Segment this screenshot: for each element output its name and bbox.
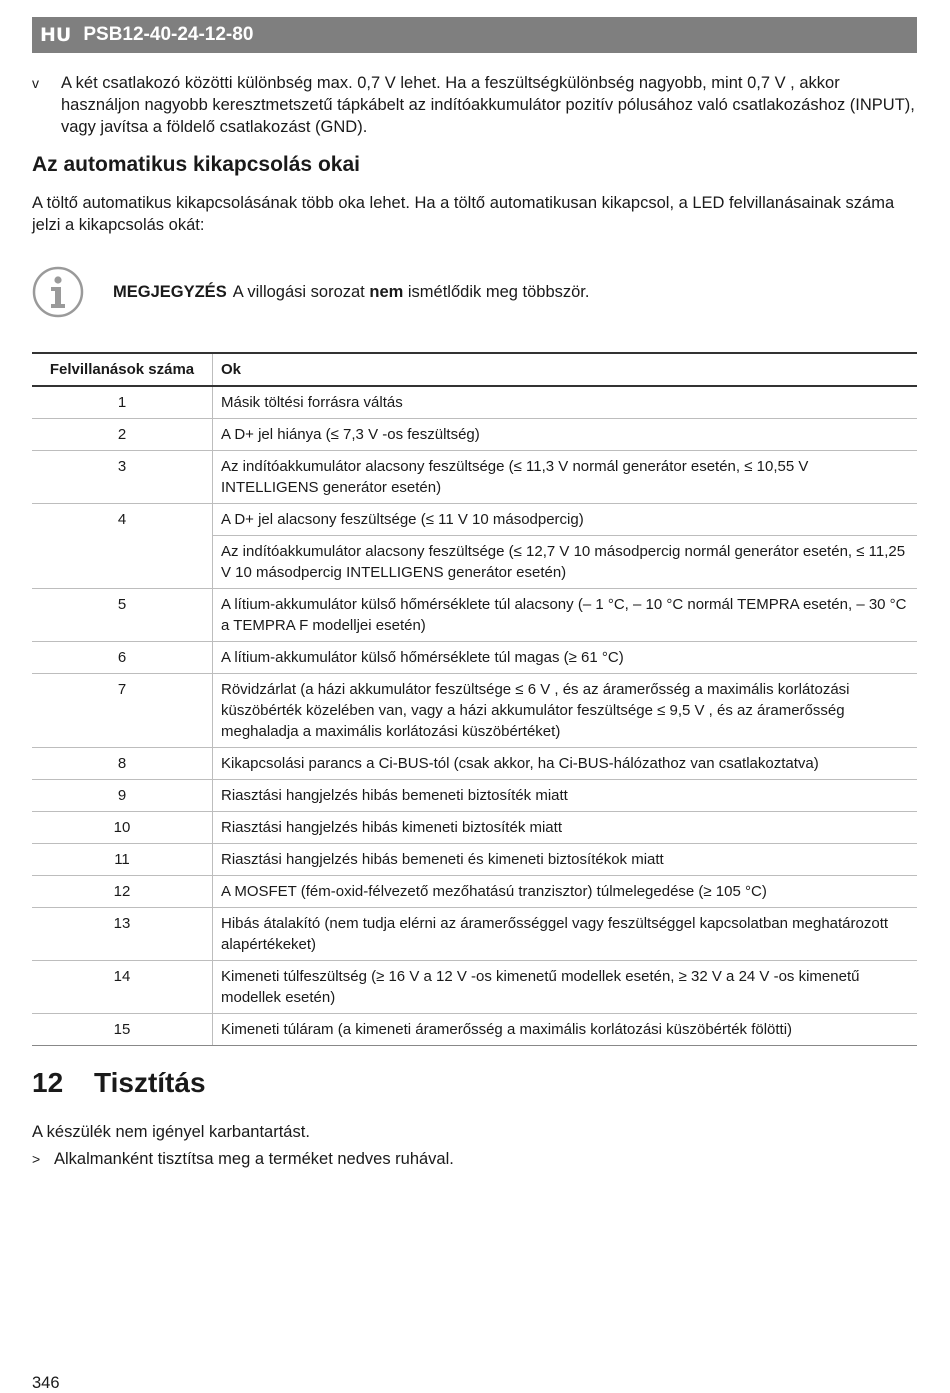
flash-count-cell: 11 [32, 844, 213, 876]
table-row [32, 780, 917, 812]
chapter-title-text: Tisztítás [94, 1067, 206, 1098]
table-row [32, 876, 917, 908]
flash-count-cell: 13 [32, 908, 213, 961]
section-title: Az automatikus kikapcsolás okai [32, 153, 360, 176]
table-row [32, 642, 917, 674]
reason-cell: Kimeneti túlfeszültség (≥ 16 V a 12 V -os kimenetű modellek esetén, ≥ 32 V a 24 V -os kimenetű modellek esetén) [213, 961, 918, 1014]
table-row [32, 451, 917, 504]
flash-count-cell: 3 [32, 451, 213, 504]
table-row [32, 419, 917, 451]
step-text: Alkalmanként tisztítsa meg a terméket nedves ruhával. [54, 1150, 454, 1168]
bullet-text: A két csatlakozó közötti különbség max. 0,7 V lehet. Ha a feszültségkülönbség nagyobb, mint 0,7 V , akkor használjon nagyobb keresztmetszetű tápkábelt az indítóakkumulátor pozitív pólusához való csatlakozáshoz (INPUT), vagy javítsa a földelő csatlakozást (GND). [61, 74, 915, 136]
note-text-bold: nem [369, 283, 404, 301]
flash-count-cell: 15 [32, 1014, 213, 1046]
reason-cell: A MOSFET (fém-oxid-félvezető mezőhatású tranzisztor) túlmelegedése (≥ 105 °C) [213, 876, 918, 908]
note-label: MEGJEGYZÉS [113, 283, 227, 301]
note-text-after: ismétlődik meg többször. [403, 283, 590, 301]
flash-count-cell: 12 [32, 876, 213, 908]
note-text [113, 283, 589, 302]
flash-count-table [32, 352, 917, 1046]
cleaning-step [32, 1148, 454, 1170]
model-number: PSB12-40-24-12-80 [83, 24, 254, 45]
chapter-number: 12 [32, 1067, 64, 1098]
section-intro: A töltő automatikus kikapcsolásának több oka lehet. Ha a töltő automatikusan kikapcsol, a LED felvillanásainak száma jelzi a kikapcsolás okát: [32, 194, 895, 234]
reason-cell: Riasztási hangjelzés hibás bemeneti és kimeneti biztosítékok miatt [213, 844, 918, 876]
reason-cell: A D+ jel hiánya (≤ 7,3 V -os feszültség) [213, 419, 918, 451]
reason-cell: A lítium-akkumulátor külső hőmérséklete túl magas (≥ 61 °C) [213, 642, 918, 674]
table-row [32, 748, 917, 780]
reason-cell: A D+ jel alacsony feszültsége (≤ 11 V 10 másodpercig) [213, 504, 918, 536]
table-row [32, 812, 917, 844]
step-marker: > [32, 1151, 41, 1167]
note-box [32, 266, 917, 322]
top-bullet [32, 72, 917, 138]
header-reason: Ok [221, 361, 242, 378]
flash-count-cell: 10 [32, 812, 213, 844]
reason-cell: Rövidzárlat (a házi akkumulátor feszültsége ≤ 6 V , és az áramerősség a maximális korlátozási küszöbérték közelében van, vagy a házi akkumulátor feszültsége ≤ 9,5 V , és az áramerősség meghaladja a maximális korlátozási küszöbértéket) [213, 674, 918, 748]
language-code: HU [40, 24, 72, 46]
table-row [32, 386, 917, 419]
reason-cell: Kikapcsolási parancs a Ci-BUS-tól (csak akkor, ha Ci-BUS-hálózathoz van csatlakoztatva) [213, 748, 918, 780]
flash-count-cell: 6 [32, 642, 213, 674]
flash-count-cell: 7 [32, 674, 213, 748]
table-row [32, 1014, 917, 1046]
flash-count-cell: 14 [32, 961, 213, 1014]
bullet-marker: v [32, 75, 39, 91]
flash-count-cell: 2 [32, 419, 213, 451]
reason-cell: Kimeneti túláram (a kimeneti áramerősség a maximális korlátozási küszöbérték fölötti) [213, 1014, 918, 1046]
table-row [32, 536, 917, 589]
chapter-title [32, 1067, 206, 1099]
page-number: 346 [32, 1374, 60, 1392]
reason-cell: Riasztási hangjelzés hibás bemeneti biztosíték miatt [213, 780, 918, 812]
table-row [32, 589, 917, 642]
flash-count-cell: 4 [32, 504, 213, 536]
reason-cell: Az indítóakkumulátor alacsony feszültsége (≤ 12,7 V 10 másodpercig normál generátor esetén, ≤ 11,25 V 10 másodpercig INTELLIGENS generátor esetén) [213, 536, 918, 589]
flash-count-cell: 1 [32, 386, 213, 419]
table-row [32, 961, 917, 1014]
reason-cell: Riasztási hangjelzés hibás kimeneti biztosíték miatt [213, 812, 918, 844]
table-row [32, 844, 917, 876]
cleaning-text: A készülék nem igényel karbantartást. [32, 1123, 310, 1141]
header-flash-count: Felvillanások száma [32, 353, 213, 386]
header-bar [32, 17, 917, 53]
reason-cell: Az indítóakkumulátor alacsony feszültsége (≤ 11,3 V normál generátor esetén, ≤ 10,55 V INTELLIGENS generátor esetén) [213, 451, 918, 504]
flash-count-cell: 5 [32, 589, 213, 642]
note-text-before: A villogási sorozat [232, 283, 370, 301]
reason-cell: Hibás átalakító (nem tudja elérni az áramerősséggel vagy feszültséggel kapcsolatban meghatározott alapértékeket) [213, 908, 918, 961]
reason-cell: A lítium-akkumulátor külső hőmérséklete túl alacsony (– 1 °C, – 10 °C normál TEMPRA esetén, – 30 °C a TEMPRA F modelljei esetén) [213, 589, 918, 642]
table-row [32, 504, 917, 536]
flash-count-cell [32, 536, 213, 589]
flash-count-cell: 9 [32, 780, 213, 812]
table-row [32, 674, 917, 748]
table-row [32, 908, 917, 961]
flash-count-cell: 8 [32, 748, 213, 780]
info-icon [32, 266, 84, 318]
table-header-row [32, 353, 917, 386]
reason-cell: Másik töltési forrásra váltás [213, 386, 918, 419]
